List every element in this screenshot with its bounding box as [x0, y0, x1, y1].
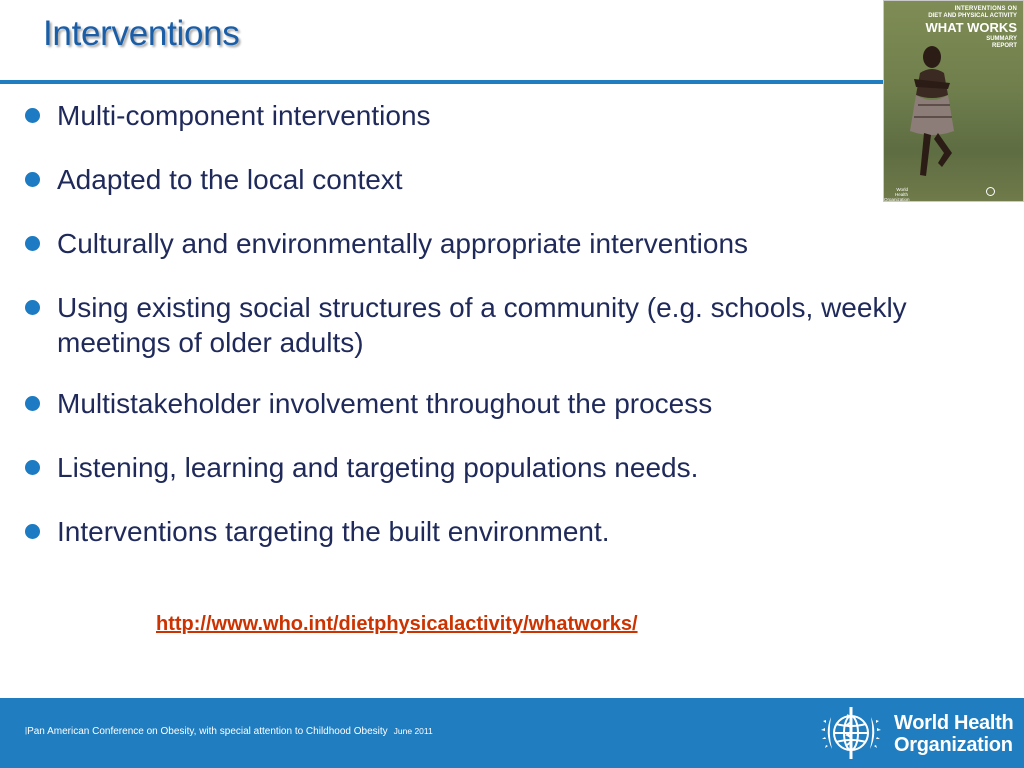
bullet-text: Adapted to the local context [57, 164, 403, 195]
bullet-icon [25, 108, 40, 123]
bullet-item [22, 514, 1012, 549]
bullet-icon [25, 300, 40, 315]
slide-title: Interventions [43, 14, 240, 53]
bullet-list [22, 98, 1012, 578]
bullet-text: Multistakeholder involvement throughout the process [57, 388, 713, 419]
cover-text-line1: INTERVENTIONS ON [954, 6, 1017, 12]
bullet-icon [25, 236, 40, 251]
bullet-item [22, 98, 1012, 133]
cover-title: WHAT WORKS [925, 20, 1017, 35]
cover-org-name: World Health Organization [884, 187, 910, 202]
footer-conference: Pan American Conference on Obesity, with special attention to Childhood Obesity [27, 726, 388, 737]
who-name-line2: Organization [894, 734, 1013, 756]
bullet-item [22, 386, 1012, 421]
who-emblem-icon [818, 703, 884, 763]
bullet-text: Multi-component interventions [57, 100, 431, 131]
bullet-item [22, 226, 1012, 261]
title-divider [0, 80, 884, 84]
footer-bar [0, 698, 1024, 768]
bullet-item [22, 162, 1012, 197]
who-logo [818, 700, 1018, 766]
bullet-text: Culturally and environmentally appropriate interventions [57, 228, 749, 259]
cover-text-report: REPORT [991, 43, 1017, 49]
bullet-icon [25, 172, 40, 187]
bullet-text: Listening, learning and targeting populations needs. [57, 452, 699, 483]
footer-date: June 2011 [393, 726, 433, 736]
who-name-line1: World Health [894, 712, 1014, 734]
cover-text-line2: DIET AND PHYSICAL ACTIVITY [928, 13, 1017, 19]
bullet-item [22, 450, 1012, 485]
bullet-icon [25, 524, 40, 539]
bullet-icon [25, 460, 40, 475]
footer-separator: | [25, 726, 28, 735]
footer-text [25, 726, 433, 737]
whatworks-link[interactable]: http://www.who.int/dietphysicalactivity/whatworks/ [156, 613, 638, 635]
bullet-item [22, 290, 1012, 360]
cover-text-summary: SUMMARY [986, 36, 1017, 42]
bullet-icon [25, 396, 40, 411]
bullet-text: Interventions targeting the built environment. [57, 516, 610, 547]
who-name [894, 712, 1013, 756]
bullet-text: Using existing social structures of a community (e.g. schools, weekly meetings of older adults) [57, 292, 907, 358]
